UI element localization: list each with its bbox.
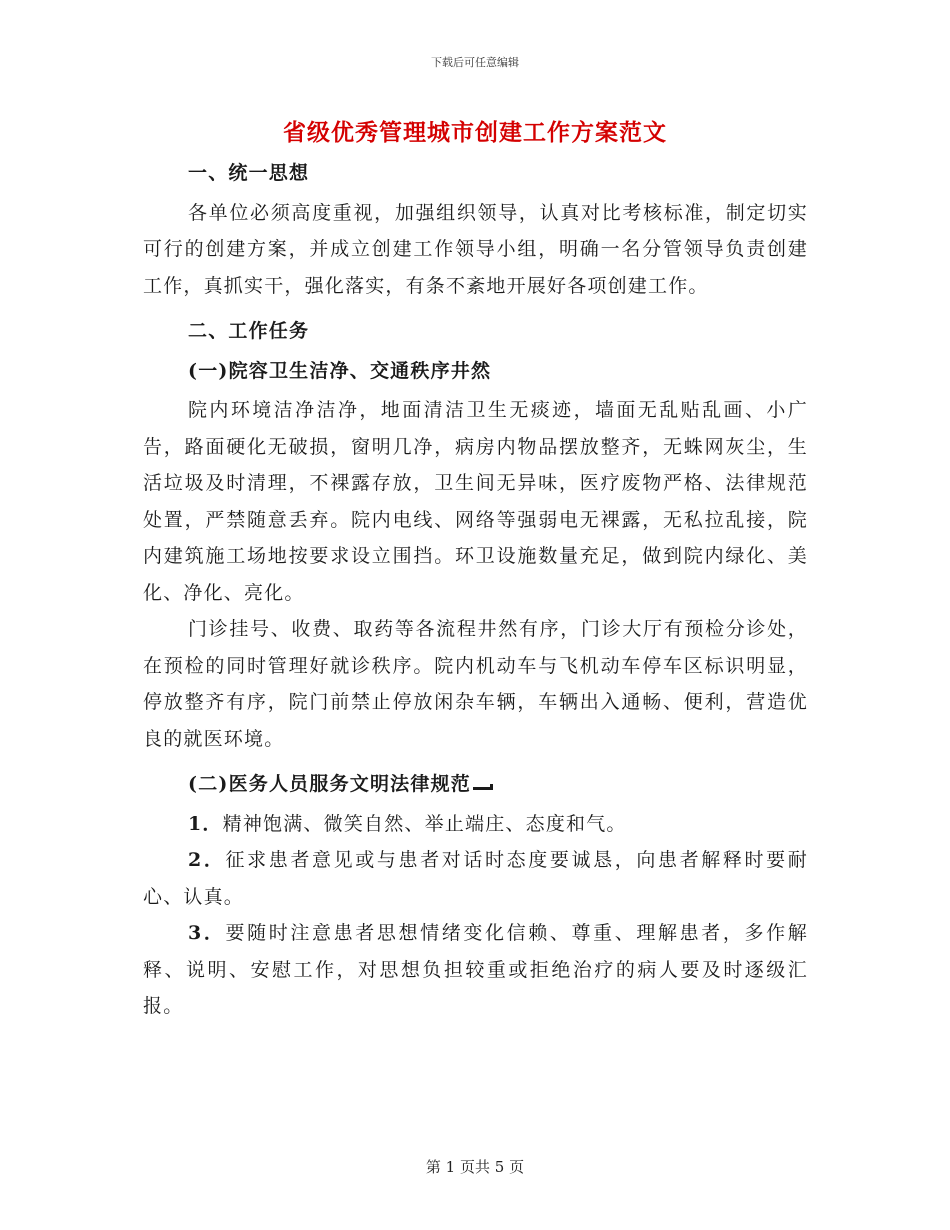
list-item-1 <box>143 806 808 843</box>
document-title: 省级优秀管理城市创建工作方案范文 <box>283 119 667 146</box>
list-item-number: 1． <box>188 812 223 835</box>
return-mark-icon <box>473 784 493 790</box>
header-note: 下载后可任意编辑 <box>431 56 519 69</box>
subsection-heading-2-text: (二)医务人员服务文明法律规范 <box>188 773 471 795</box>
list-item-number: 2． <box>188 849 226 871</box>
list-item-text: 要随时注意患者思想情绪变化信赖、尊重、理解患者，多作解释、说明、安慰工作，对思想负担较重或拒绝治疗的病人要及时逐级汇报。 <box>143 922 808 1017</box>
section-heading-2: 二、工作任务 <box>188 320 310 342</box>
subsection-heading-2 <box>143 766 808 803</box>
page-footer: 第 1 页共 5 页 <box>425 1158 525 1176</box>
list-item-text: 征求患者意见或与患者对话时态度要诚恳，向患者解释时要耐心、认真。 <box>143 849 808 908</box>
subsection-1-paragraph-2: 门诊挂号、收费、取药等各流程井然有序，门诊大厅有预检分诊处，在预检的同时管理好就诊秩序。院内机动车与飞机动车停车区标识明显，停放整齐有序，院门前禁止停放闲杂车辆，车辆出入通畅、便利，营造优良的就医环境。 <box>143 618 808 750</box>
document-body <box>143 152 808 1025</box>
list-item-text: 精神饱满、微笑自然、举止端庄、态度和气。 <box>222 812 627 835</box>
subsection-heading-1: (一)院容卫生洁净、交通秩序井然 <box>188 359 492 382</box>
subsection-1-paragraph-1: 院内环境洁净洁净，地面清洁卫生无痰迹，墙面无乱贴乱画、小广告，路面硬化无破损，窗明几净，病房内物品摆放整齐，无蛛网灰尘，生活垃圾及时清理，不裸露存放，卫生间无异味，医疗废物严格、法律规范处置，严禁随意丢弃。院内电线、网络等强弱电无裸露，无私拉乱接，院内建筑施工场地按要求设立围挡。环卫设施数量充足，做到院内绿化、美化、净化、亮化。 <box>143 399 808 604</box>
list-item-number: 3． <box>188 922 226 944</box>
list-item-3 <box>143 915 808 1025</box>
list-item-2 <box>143 842 808 915</box>
section-heading-1: 一、统一思想 <box>188 162 310 184</box>
section-1-paragraph: 各单位必须高度重视，加强组织领导，认真对比考核标准，制定切实可行的创建方案，并成立创建工作领导小组，明确一名分管领导负责创建工作，真抓实干，强化落实，有条不紊地开展好各项创建工作。 <box>143 201 808 297</box>
